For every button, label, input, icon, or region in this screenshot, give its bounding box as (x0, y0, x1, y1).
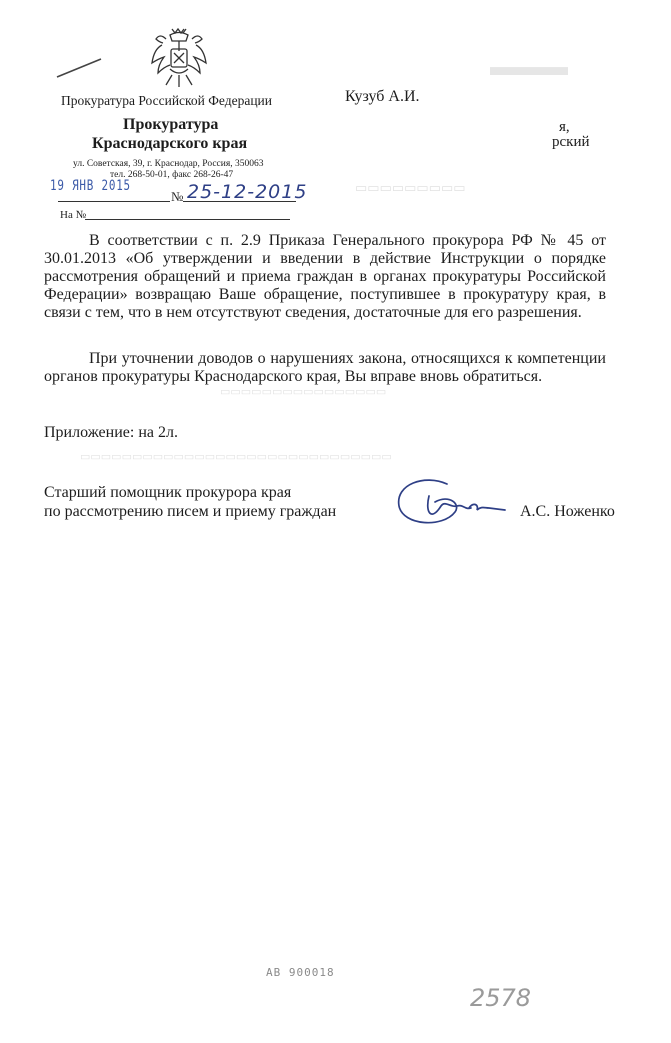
show-through-mark: ▭▭▭▭▭▭▭▭▭ (355, 180, 466, 195)
paragraph-text: В соответствии с п. 2.9 Приказа Генерального прокурора РФ № 45 от 30.01.2013 «Об утверждении и введении в действие Инструкции о порядке рассмотрения обращений и приема граждан в органах прокуратуры Российской Федерации» возвращаю Ваше обращение, поступившее в прокуратуру края, в связи с тем, что в нем отсутствуют сведения, достаточные для его разрешения. (44, 232, 606, 321)
signer-name: А.С. Ноженко (520, 503, 615, 520)
received-date-stamp: 19 ЯНВ 2015 (50, 178, 131, 194)
form-serial-number: АВ 900018 (266, 966, 335, 979)
number-underline (183, 201, 296, 202)
letterhead-heading: Краснодарского края (92, 135, 248, 152)
letterhead-address: ул. Советская, 39, г. Краснодар, Россия, 350063 (73, 159, 264, 169)
organization-line: Прокуратура Российской Федерации (61, 93, 273, 108)
letterhead-phones: тел. 268-50-01, факс 268-26-47 (110, 170, 234, 180)
letterhead-heading: Прокуратура (123, 116, 219, 133)
show-through-mark: ▬▬▬ (490, 52, 568, 81)
signer-position-line: по рассмотрению писем и приему граждан (44, 503, 337, 520)
body-paragraph (44, 350, 606, 386)
reply-to-label: На № (60, 209, 87, 221)
paragraph-text: При уточнении доводов о нарушениях закона, относящихся к компетенции органов прокуратуры Краснодарского края, Вы вправе вновь обратиться. (44, 350, 606, 385)
addressee-partial-line: я, (559, 119, 570, 135)
pen-stroke-mark (55, 55, 105, 81)
signer-position-line: Старший помощник прокурора края (44, 484, 292, 501)
addressee-name: Кузуб А.И. (345, 88, 420, 105)
date-underline (58, 201, 170, 202)
attachment-note: Приложение: на 2л. (44, 424, 178, 441)
handwritten-signature (385, 472, 515, 532)
number-label: № (171, 189, 184, 204)
outgoing-number-handwritten: 25-12-2015 (187, 181, 308, 203)
coat-of-arms-emblem-icon (148, 25, 210, 91)
addressee-partial-line: рский (552, 134, 590, 150)
body-paragraph (44, 232, 606, 322)
reply-to-underline (85, 219, 290, 220)
show-through-mark: ▭▭▭▭▭▭▭▭▭▭▭▭▭▭▭▭▭▭▭▭▭▭▭▭▭▭▭▭▭▭ (80, 451, 392, 463)
show-through-mark: ▭▭▭▭▭▭▭▭▭▭▭▭▭▭▭▭ (220, 386, 387, 398)
handwritten-registration-number: 2578 (470, 984, 532, 1012)
